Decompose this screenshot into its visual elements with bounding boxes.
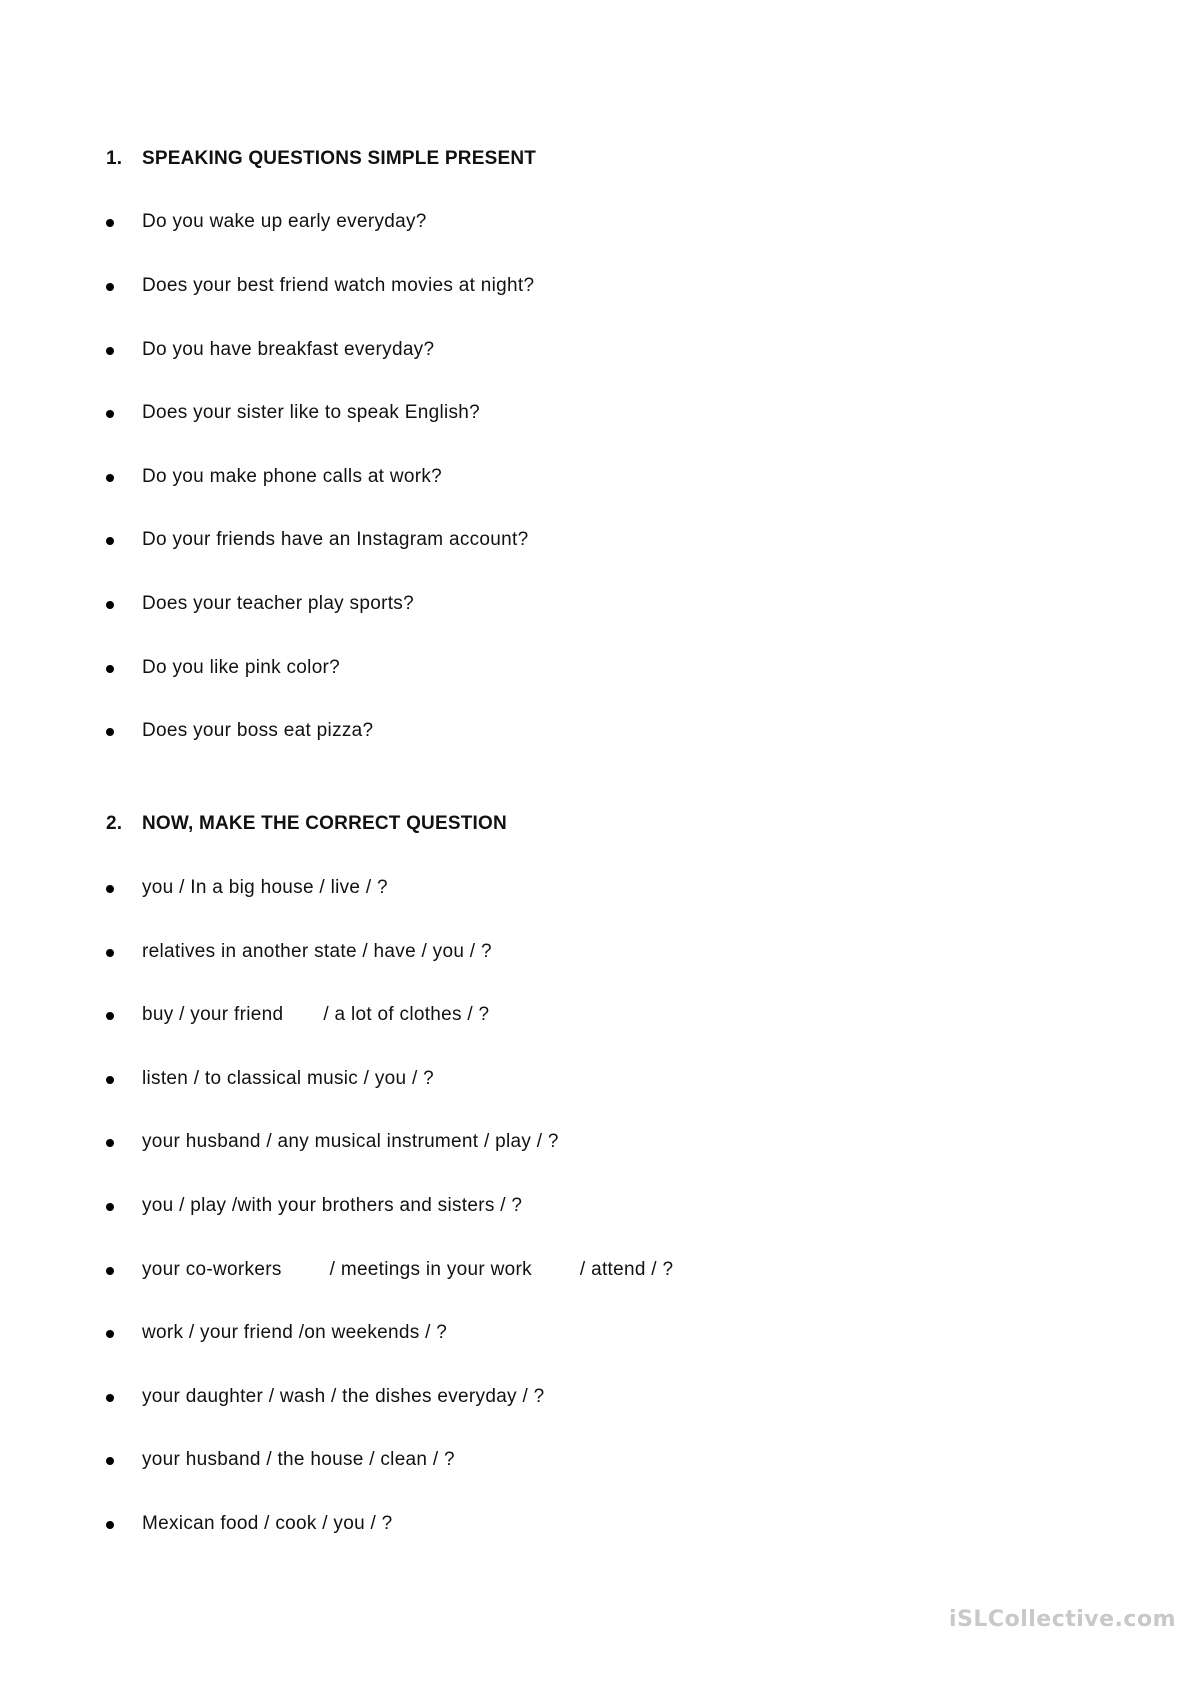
list-item: Do you have breakfast everyday?: [106, 339, 398, 361]
item-part: / attend / ?: [579, 1259, 674, 1280]
list-item: your daughter / wash / the dishes everyday / ?: [106, 1386, 508, 1408]
bullet-icon: [106, 1139, 114, 1147]
bullet-icon: [106, 219, 114, 227]
bullet-icon: [106, 601, 114, 609]
bullet-icon: [106, 347, 114, 355]
item-part: your co-workers: [142, 1259, 282, 1280]
section-2-heading: [106, 813, 507, 835]
bullet-icon: [106, 283, 114, 291]
bullet-icon: [106, 410, 114, 418]
item-part: / meetings in your work: [329, 1259, 532, 1280]
list-item: relatives in another state / have / you / ?: [106, 941, 456, 963]
section-2-title: NOW, MAKE THE CORRECT QUESTION: [142, 813, 507, 834]
bullet-icon: [106, 665, 114, 673]
list-item: Do your friends have an Instagram account?: [106, 529, 492, 551]
list-item: Do you make phone calls at work?: [106, 466, 406, 488]
list-item: your husband / any musical instrument / play / ?: [106, 1131, 523, 1153]
section-1-number: 1.: [106, 148, 123, 169]
list-item: Does your best friend watch movies at night?: [106, 275, 498, 297]
list-item: your husband / the house / clean / ?: [106, 1449, 419, 1471]
list-item: Mexican food / cook / you / ?: [106, 1513, 357, 1535]
item-part: / a lot of clothes / ?: [323, 1004, 490, 1025]
list-item: Does your sister like to speak English?: [106, 402, 444, 424]
list-item: you / play /with your brothers and sisters / ?: [106, 1195, 486, 1217]
bullet-icon: [106, 728, 114, 736]
item-part: buy / your friend: [142, 1004, 284, 1025]
bullet-icon: [106, 1330, 114, 1338]
list-item: work / your friend /on weekends / ?: [106, 1322, 411, 1344]
list-item: [106, 1259, 674, 1281]
list-item: you / In a big house / live / ?: [106, 877, 352, 899]
bullet-icon: [106, 1521, 114, 1529]
bullet-icon: [106, 474, 114, 482]
section-1-heading: [106, 148, 536, 170]
list-item: listen / to classical music / you / ?: [106, 1068, 398, 1090]
list-item: [106, 1004, 490, 1026]
bullet-icon: [106, 1267, 114, 1275]
bullet-icon: [106, 885, 114, 893]
bullet-icon: [106, 1012, 114, 1020]
section-1-title: SPEAKING QUESTIONS SIMPLE PRESENT: [142, 148, 537, 169]
bullet-icon: [106, 537, 114, 545]
bullet-icon: [106, 1076, 114, 1084]
list-item: Do you wake up early everyday?: [106, 211, 391, 233]
bullet-icon: [106, 949, 114, 957]
list-item: Does your teacher play sports?: [106, 593, 378, 615]
list-item: Do you like pink color?: [106, 657, 304, 679]
list-item: Does your boss eat pizza?: [106, 720, 337, 742]
watermark-logo: iSLCollective.com: [949, 1607, 1176, 1632]
section-2-number: 2.: [106, 813, 123, 834]
bullet-icon: [106, 1203, 114, 1211]
bullet-icon: [106, 1457, 114, 1465]
bullet-icon: [106, 1394, 114, 1402]
